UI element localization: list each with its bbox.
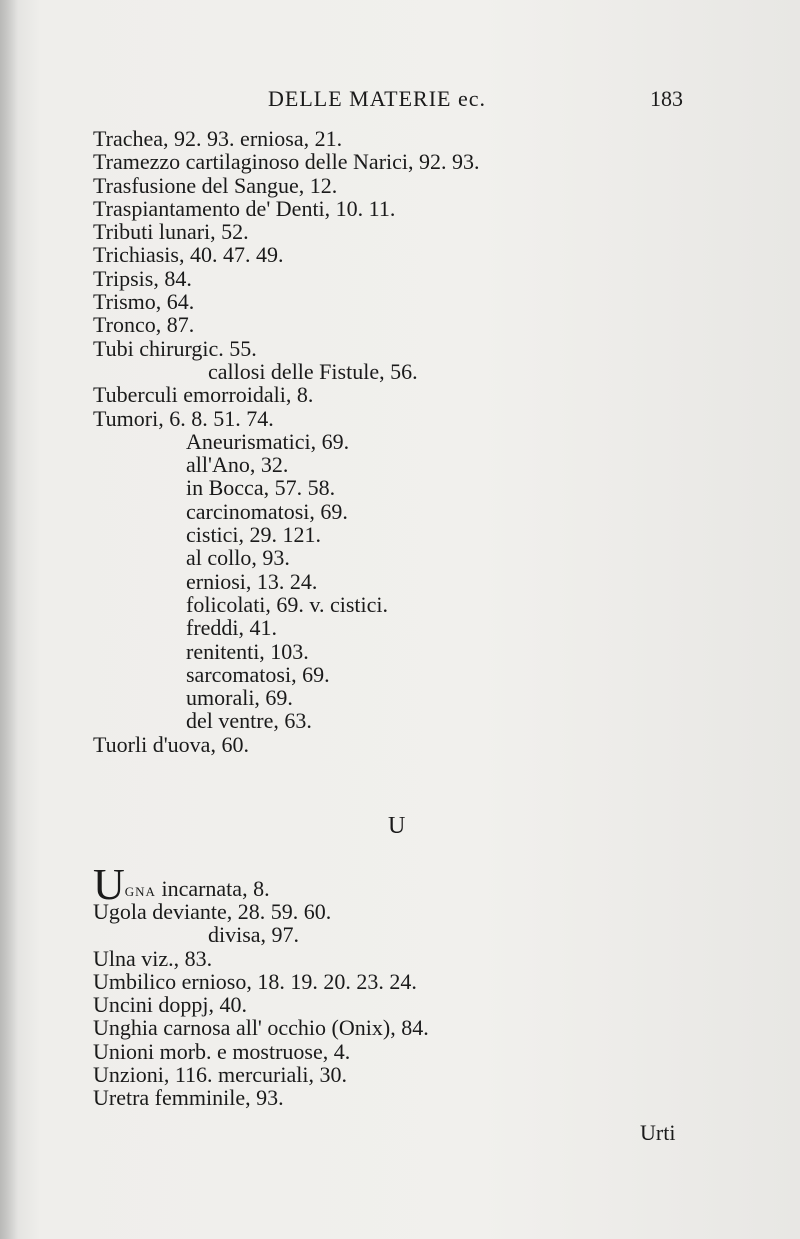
drop-capital: U — [93, 860, 125, 909]
index-entries-t — [93, 127, 733, 756]
small-caps-text: gna — [124, 880, 156, 900]
index-subentry: freddi, 41. — [186, 615, 278, 641]
index-subentry: divisa, 97. — [208, 922, 300, 948]
index-subentry: folicolati, 69. v. cistici. — [186, 591, 389, 617]
index-entry-first — [93, 860, 733, 909]
index-entry: Tributi lunari, 52. — [93, 219, 249, 245]
index-entry: Unzioni, 116. mercuriali, 30. — [93, 1062, 347, 1088]
page-number: 183 — [650, 86, 683, 111]
index-subentry: sarcomatosi, 69. — [186, 661, 330, 687]
index-entries-u — [93, 860, 733, 1111]
index-subentry: callosi delle Fistule, 56. — [208, 358, 418, 384]
catchword: Urti — [640, 1120, 676, 1145]
index-subentry: umorali, 69. — [186, 685, 293, 711]
gutter-shadow — [0, 0, 18, 1239]
index-entry: Unioni morb. e mostruose, 4. — [93, 1038, 351, 1064]
index-entry: Uncini doppj, 40. — [93, 992, 247, 1018]
index-entry: Trichiasis, 40. 47. 49. — [93, 242, 284, 268]
index-entry: Uretra femminile, 93. — [93, 1085, 284, 1111]
index-subentry: erniosi, 13. 24. — [186, 568, 318, 594]
index-entry: Tripsis, 84. — [93, 265, 192, 291]
index-entry: Traspiantamento de' Denti, 10. 11. — [93, 195, 396, 221]
index-subentry: all'Ano, 32. — [186, 452, 289, 478]
running-head: DELLE MATERIE ec. — [268, 86, 486, 111]
index-subentry: del ventre, 63. — [186, 708, 312, 734]
index-entry: Ugola deviante, 28. 59. 60. — [93, 899, 332, 924]
index-entry: Tuorli d'uova, 60. — [93, 731, 249, 757]
index-entry: Tronco, 87. — [93, 312, 195, 338]
index-entry: Ulna viz., 83. — [93, 945, 213, 971]
index-entry: Trachea, 92. 93. erniosa, 21. — [93, 126, 343, 151]
section-letter-heading: U — [388, 813, 406, 839]
index-entry: Tubi chirurgic. 55. — [93, 335, 257, 361]
index-subentry: carcinomatosi, 69. — [186, 498, 348, 524]
index-entry: Trasfusione del Sangue, 12. — [93, 172, 338, 198]
index-entry: Umbilico ernioso, 18. 19. 20. 23. 24. — [93, 968, 417, 994]
index-subentry: cistici, 29. 121. — [186, 522, 322, 548]
index-entry: Unghia carnosa all' occhio (Onix), 84. — [93, 1015, 429, 1041]
index-subentry: Aneurismatici, 69. — [186, 428, 350, 454]
index-subentry: al collo, 93. — [186, 545, 290, 571]
index-entry: Trismo, 64. — [93, 289, 195, 315]
index-entry: Tramezzo cartilaginoso delle Narici, 92. 93. — [93, 149, 480, 175]
entry-text: incarnata, 8. — [155, 876, 270, 901]
index-subentry: renitenti, 103. — [186, 638, 309, 664]
index-subentry: in Bocca, 57. 58. — [186, 475, 336, 501]
index-entry: Tumori, 6. 8. 51. 74. — [93, 405, 274, 431]
index-entry: Tuberculi emorroidali, 8. — [93, 382, 314, 408]
